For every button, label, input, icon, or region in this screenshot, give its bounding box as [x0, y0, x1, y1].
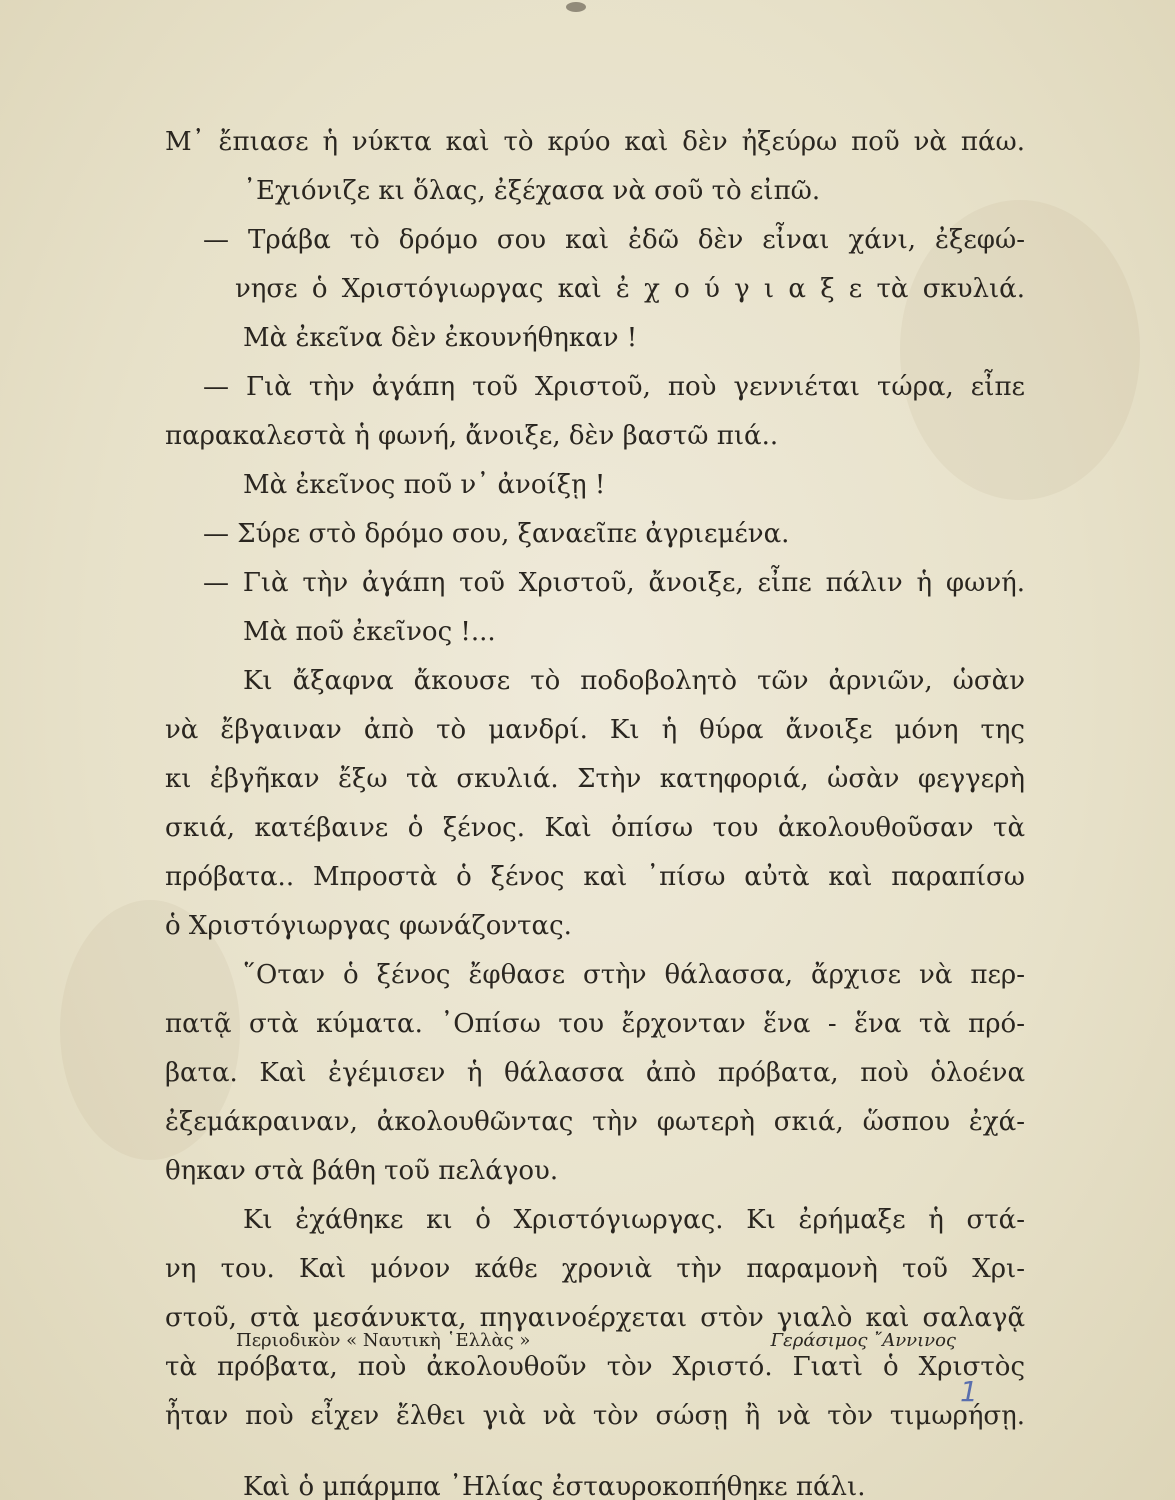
text-line: — Σύρε στὸ δρόμο σου, ξαναεῖπε ἀγριεμένα. — [203, 519, 790, 549]
text-line: Μὰ ποῦ ἐκεῖνος !... — [243, 617, 496, 647]
handwritten-page-number: 1 — [960, 1375, 978, 1408]
page-footer — [236, 1330, 956, 1360]
text-line: — Τράβα τὸ δρόμο σου καὶ ἐδῶ δὲν εἶναι χάνι, ἐξεφώ- — [203, 225, 1025, 255]
text-line: θηκαν στὰ βάθη τοῦ πελάγου. — [165, 1156, 559, 1186]
ink-mark — [566, 2, 586, 12]
text-line: Κι ἄξαφνα ἄκουσε τὸ ποδοβολητὸ τῶν ἀρνιῶν, ὡσὰν — [243, 666, 1025, 696]
text-line: νησε ὁ Χριστόγιωργας καὶ ἐ χ ο ύ γ ι α ξ ε τὰ σκυλιά. — [235, 274, 1025, 304]
text-line: ὁ Χριστόγιωργας φωνάζοντας. — [165, 911, 572, 941]
text-line: ἐξεμάκραιναν, ἀκολουθῶντας τὴν φωτερὴ σκιά, ὥσπου ἐχά- — [165, 1107, 1025, 1137]
text-line: Μὰ ἐκεῖνα δὲν ἐκουνήθηκαν ! — [243, 323, 638, 353]
text-line: σκιά, κατέβαινε ὁ ξένος. Καὶ ὀπίσω του ἀκολουθοῦσαν τὰ — [165, 813, 1025, 843]
text-line: ἦταν ποὺ εἶχεν ἔλθει γιὰ νὰ τὸν σώσῃ ἢ νὰ τὸν τιμωρήσῃ. — [165, 1401, 1025, 1431]
text-line: Μ᾿ ἔπιασε ἡ νύκτα καὶ τὸ κρύο καὶ δὲν ἠξεύρω ποῦ νὰ πάω. — [165, 127, 1025, 157]
text-line: πρόβατα.. Μπροστὰ ὁ ξένος καὶ ᾿πίσω αὐτὰ καὶ παραπίσω — [165, 862, 1025, 892]
text-line: — Γιὰ τὴν ἀγάπη τοῦ Χριστοῦ, ποὺ γεννιέται τώρα, εἶπε — [203, 372, 1025, 402]
text-line: Κι ἐχάθηκε κι ὁ Χριστόγιωργας. Κι ἐρήμαξε ἡ στά- — [243, 1205, 1025, 1235]
text-line: παρακαλεστὰ ἡ φωνή, ἄνοιξε, δὲν βαστῶ πιά.. — [165, 421, 779, 451]
text-line: Καὶ ὁ μπάρμπα ᾿Ηλίας ἐσταυροκοπήθηκε πάλι. — [243, 1472, 866, 1500]
text-line: βατα. Καὶ ἐγέμισεν ἡ θάλασσα ἀπὸ πρόβατα, ποὺ ὁλοένα — [165, 1058, 1025, 1088]
text-line: στοῦ, στὰ μεσάνυκτα, πηγαινοέρχεται στὸν γιαλὸ καὶ σαλαγᾷ — [165, 1303, 1025, 1333]
text-line: — Γιὰ τὴν ἀγάπη τοῦ Χριστοῦ, ἄνοιξε, εἶπε πάλιν ἡ φωνή. — [203, 568, 1025, 598]
text-line: τὰ πρόβατα, ποὺ ἀκολουθοῦν τὸν Χριστό. Γιατὶ ὁ Χριστὸς — [165, 1352, 1025, 1382]
text-line: κι ἐβγῆκαν ἔξω τὰ σκυλιά. Στὴν κατηφοριά, ὡσὰν φεγγερὴ — [165, 764, 1025, 794]
text-line: πατᾷ στὰ κύματα. ᾿Οπίσω του ἔρχονταν ἕνα - ἕνα τὰ πρό- — [165, 1009, 1025, 1039]
text-line: νὰ ἔβγαιναν ἀπὸ τὸ μανδρί. Κι ἡ θύρα ἄνοιξε μόνη της — [165, 715, 1025, 745]
text-line: ῞Οταν ὁ ξένος ἔφθασε στὴν θάλασσα, ἄρχισε νὰ περ- — [243, 960, 1025, 990]
text-line: νη του. Καὶ μόνον κάθε χρονιὰ τὴν παραμονὴ τοῦ Χρι- — [165, 1254, 1025, 1284]
source-citation: Περιοδικὸν « Ναυτικὴ ῾Ελλὰς » — [236, 1330, 531, 1351]
body-text — [165, 118, 1025, 1500]
text-line: Μὰ ἐκεῖνος ποῦ ν᾿ ἀνοίξῃ ! — [243, 470, 606, 500]
text-line: ᾿Εχιόνιζε κι ὅλας, ἐξέχασα νὰ σοῦ τὸ εἰπῶ. — [243, 176, 821, 206]
author-name: Γεράσιμος ῎Αννινος — [770, 1330, 956, 1351]
